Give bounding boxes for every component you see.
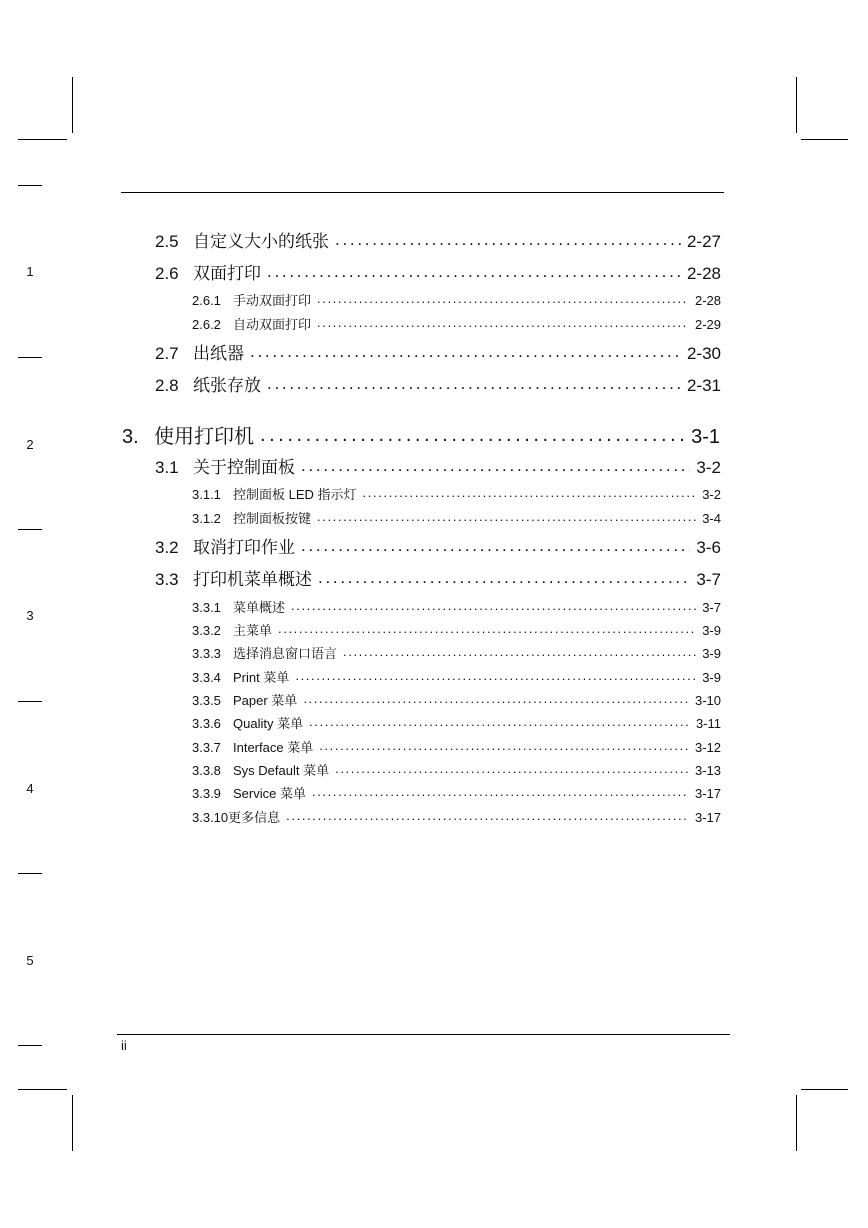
toc-leader-dots	[317, 315, 689, 330]
toc-leader-dots	[286, 808, 689, 823]
toc-entry-title: Service 菜单	[233, 786, 306, 801]
toc-entry-title: 更多信息	[228, 810, 281, 825]
toc-entry-title: 控制面板按键	[233, 511, 312, 526]
toc-entry-number: 3.2	[155, 538, 179, 557]
toc-entry-3-3-7[interactable]	[192, 737, 721, 756]
toc-leader-dots	[309, 714, 690, 729]
toc-leader-dots	[260, 424, 685, 447]
side-tab-divider	[18, 185, 42, 186]
toc-entry-number: 2.8	[155, 376, 179, 395]
toc-entry-number: 3.1.2	[192, 511, 221, 526]
toc-entry-2-6-2[interactable]	[192, 314, 721, 333]
toc-entry-2-6-1[interactable]	[192, 290, 721, 309]
toc-entry-number: 3.1	[155, 458, 179, 477]
crop-mark-bottom-right-vertical	[796, 1095, 797, 1151]
toc-entry-page: 3-9	[702, 670, 721, 685]
toc-entry-page: 2-30	[686, 344, 721, 363]
toc-entry-title: Sys Default 菜单	[233, 763, 330, 778]
toc-entry-3[interactable]	[122, 420, 720, 449]
toc-entry-title: 主菜单	[233, 623, 273, 638]
toc-leader-dots	[303, 691, 689, 706]
toc-leader-dots	[301, 456, 690, 476]
toc-entry-page: 2-31	[686, 376, 721, 395]
toc-entry-3-3-5[interactable]	[192, 690, 721, 709]
toc-entry-page: 3-1	[691, 426, 720, 448]
toc-entry-title: 纸张存放	[193, 376, 261, 395]
toc-entry-title: 自定义大小的纸张	[193, 232, 329, 251]
crop-mark-top-right-vertical	[796, 77, 797, 133]
side-tab-divider	[18, 873, 42, 874]
toc-leader-dots	[312, 784, 689, 799]
toc-entry-page: 3-6	[696, 538, 721, 557]
crop-mark-top-left-horizontal	[18, 139, 67, 140]
toc-leader-dots	[335, 230, 681, 250]
side-tab-divider	[18, 357, 42, 358]
toc-entry-title: Interface 菜单	[233, 740, 314, 755]
toc-entry-page: 3-2	[702, 487, 721, 502]
toc-entry-title: 关于控制面板	[193, 458, 295, 477]
toc-entry-page: 2-28	[694, 293, 721, 308]
toc-entry-3-2[interactable]	[155, 533, 721, 558]
toc-leader-dots	[267, 262, 681, 282]
toc-entry-number: 3.3	[155, 570, 179, 589]
toc-entry-page: 3-2	[696, 458, 721, 477]
crop-mark-bottom-right-horizontal	[801, 1089, 848, 1090]
side-tab-2: 2	[26, 437, 34, 452]
toc-entry-3-3-8[interactable]	[192, 760, 721, 779]
toc-entry-3-3-4[interactable]	[192, 667, 721, 686]
toc-entry-2-5[interactable]	[155, 227, 721, 252]
toc-entry-page: 3-7	[702, 600, 721, 615]
toc-leader-dots	[278, 621, 696, 636]
toc-entry-number: 3.3.2	[192, 623, 221, 638]
side-tab-4: 4	[26, 781, 34, 796]
toc-entry-2-7[interactable]	[155, 339, 721, 364]
toc-leader-dots	[267, 374, 681, 394]
toc-entry-3-1-1[interactable]	[192, 484, 721, 503]
toc-entry-3-3-3[interactable]	[192, 643, 721, 662]
toc-entry-page: 3-11	[695, 716, 721, 731]
toc-entry-title: 手动双面打印	[233, 293, 312, 308]
toc-entry-title: Print 菜单	[233, 670, 290, 685]
toc-entry-title: 选择消息窗口语言	[233, 646, 338, 661]
toc-leader-dots	[317, 509, 696, 524]
toc-entry-number: 2.6.2	[192, 317, 221, 332]
crop-mark-bottom-left-vertical	[72, 1095, 73, 1151]
toc-leader-dots	[317, 291, 689, 306]
toc-entry-number: 3.3.5	[192, 693, 221, 708]
toc-entry-title: 双面打印	[193, 264, 261, 283]
toc-entry-number: 2.7	[155, 344, 179, 363]
footer-rule	[117, 1034, 730, 1035]
toc-entry-number: 2.6	[155, 264, 179, 283]
toc-entry-3-1-2[interactable]	[192, 508, 721, 527]
toc-entry-title: 取消打印作业	[193, 538, 295, 557]
toc-entry-page: 3-4	[702, 511, 721, 526]
side-tab-1: 1	[26, 264, 34, 279]
side-tab-3: 3	[26, 608, 34, 623]
side-tab-divider	[18, 529, 42, 530]
crop-mark-bottom-left-horizontal	[18, 1089, 67, 1090]
toc-entry-title: 自动双面打印	[233, 317, 312, 332]
toc-entry-title: 控制面板 LED 指示灯	[233, 487, 357, 502]
toc-entry-page: 3-9	[702, 646, 721, 661]
toc-entry-page: 2-27	[686, 232, 721, 251]
toc-entry-page: 2-29	[694, 317, 721, 332]
footer-page-number: ii	[121, 1038, 127, 1053]
toc-entry-number: 3.	[122, 426, 139, 448]
toc-entry-title: 打印机菜单概述	[193, 570, 312, 589]
crop-mark-top-right-horizontal	[801, 139, 848, 140]
toc-entry-number: 3.3.9	[192, 786, 221, 801]
toc-entry-title: 菜单概述	[233, 600, 286, 615]
toc-leader-dots	[363, 485, 697, 500]
toc-entry-3-3[interactable]	[155, 565, 721, 590]
toc-entry-number: 3.3.1	[192, 600, 221, 615]
side-tab-5: 5	[26, 953, 34, 968]
toc-entry-3-3-10[interactable]	[192, 807, 721, 826]
crop-mark-top-left-vertical	[72, 77, 73, 133]
toc-entry-page: 3-10	[694, 693, 721, 708]
toc-leader-dots	[319, 738, 689, 753]
toc-leader-dots	[335, 761, 689, 776]
toc-entry-3-3-9[interactable]	[192, 783, 721, 802]
toc-entry-page: 3-9	[702, 623, 721, 638]
toc-entry-page: 3-17	[694, 786, 721, 801]
toc-entry-number: 3.1.1	[192, 487, 221, 502]
toc-entry-3-3-6[interactable]	[192, 713, 721, 732]
toc-entry-number: 2.6.1	[192, 293, 221, 308]
toc-leader-dots	[295, 668, 696, 683]
toc-entry-number: 3.3.8	[192, 763, 221, 778]
toc-entry-number: 3.3.4	[192, 670, 221, 685]
toc-leader-dots	[343, 644, 696, 659]
toc-entry-3-1[interactable]	[155, 453, 721, 478]
toc-entry-page: 3-17	[694, 810, 721, 825]
toc-entry-page: 3-12	[694, 740, 721, 755]
toc-entry-title: Paper 菜单	[233, 693, 298, 708]
toc-leader-dots	[250, 342, 681, 362]
toc-entry-3-3-1[interactable]	[192, 597, 721, 616]
toc-entry-number: 3.3.7	[192, 740, 221, 755]
toc-entry-page: 2-28	[686, 264, 721, 283]
side-tab-divider	[18, 701, 42, 702]
toc-entry-number: 2.5	[155, 232, 179, 251]
toc-entry-2-8[interactable]	[155, 371, 721, 396]
side-tab-divider	[18, 1045, 42, 1046]
toc-entry-title: 出纸器	[193, 344, 244, 363]
toc-entry-2-6[interactable]	[155, 259, 721, 284]
toc-entry-title: 使用打印机	[154, 426, 254, 448]
toc-leader-dots	[291, 598, 696, 613]
header-rule	[121, 192, 724, 193]
toc-entry-number: 3.3.3	[192, 646, 221, 661]
toc-entry-title: Quality 菜单	[233, 716, 304, 731]
toc-entry-3-3-2[interactable]	[192, 620, 721, 639]
toc-entry-number: 3.3.6	[192, 716, 221, 731]
toc-leader-dots	[301, 536, 690, 556]
toc-entry-page: 3-7	[696, 570, 721, 589]
toc-entry-number: 3.3.10	[192, 810, 229, 825]
toc-entry-page: 3-13	[694, 763, 721, 778]
toc-leader-dots	[318, 568, 690, 588]
